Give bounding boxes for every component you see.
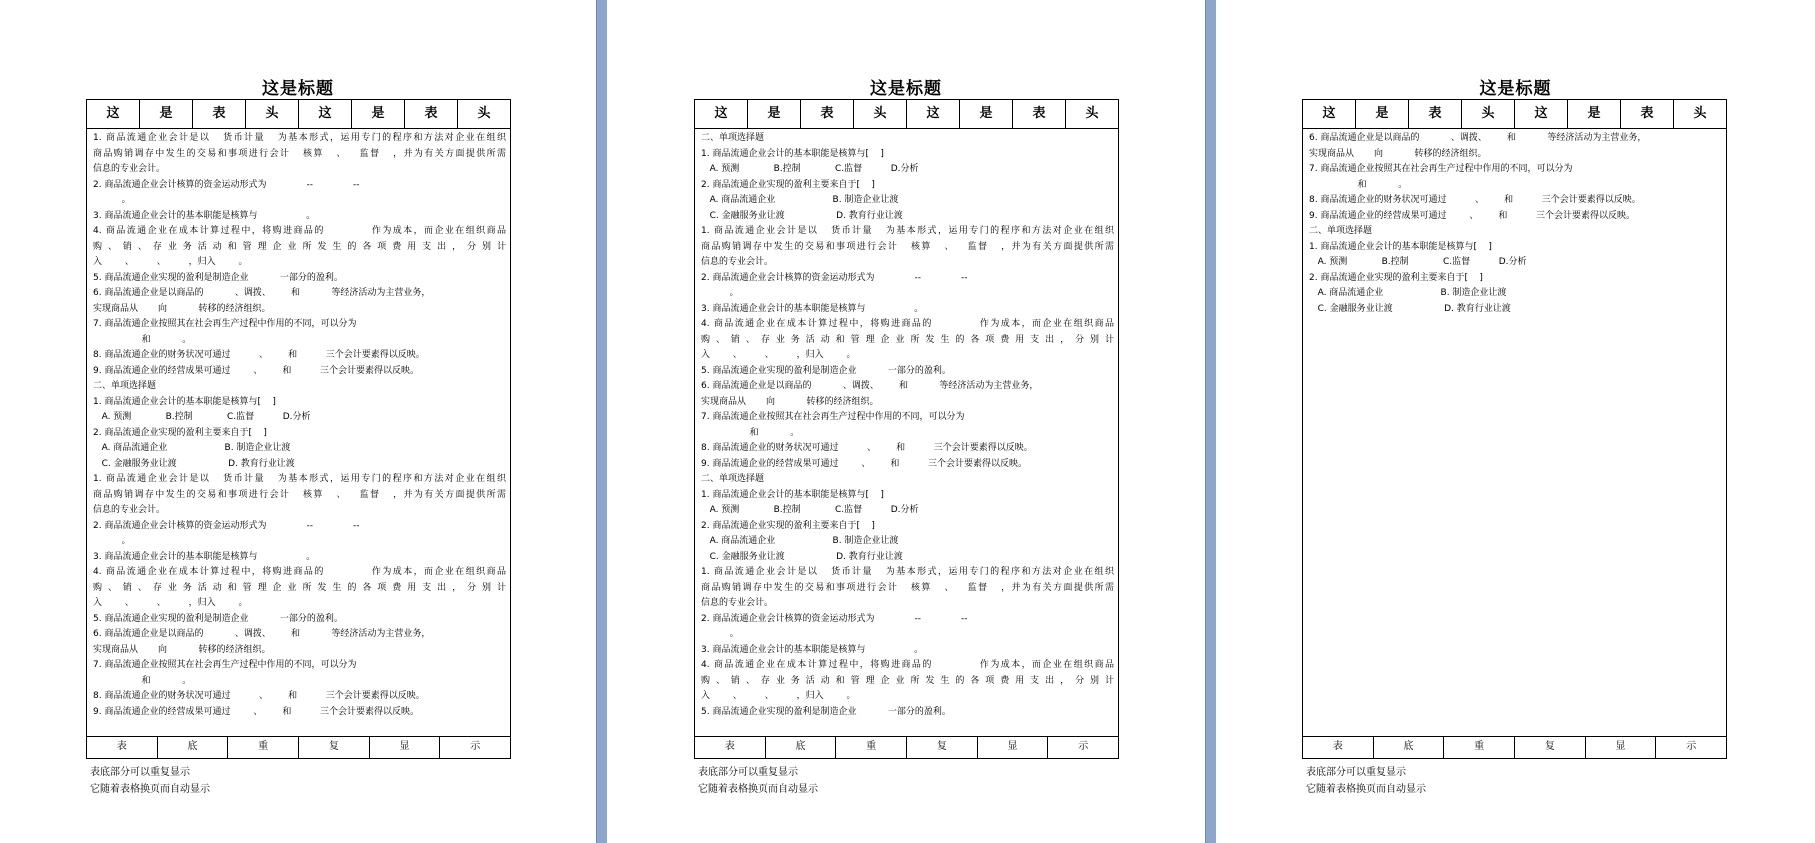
footer-cell: 复 — [907, 737, 978, 758]
footer-note: 它随着表格换页而自动显示 — [1306, 784, 1426, 795]
text-line: 9. 商品流通企业的经营成果可通过 、 和 三个会计要素得以反映。 — [701, 458, 1027, 469]
text-line: 6. 商品流通企业是以商品的 、调拨、 和 等经济活动为主营业务， — [93, 629, 431, 639]
document-page-3 — [1216, 0, 1815, 843]
header-cell: 头 — [1693, 106, 1707, 121]
header-cell: 这 — [907, 100, 960, 128]
text-line: 1. 商品流通企业会计的基本职能是核算与[ ] — [701, 489, 884, 500]
header-cell: 头 — [1085, 106, 1099, 121]
table-header-row — [1303, 100, 1726, 129]
footer-cell: 表 — [87, 737, 158, 758]
text-line: 2. 商品流通企业实现的盈利主要来自于[ ] — [1309, 272, 1483, 283]
footer-cell: 底 — [1374, 737, 1445, 758]
header-cell: 表 — [193, 100, 246, 128]
footer-note: 它随着表格换页而自动显示 — [90, 784, 210, 795]
text-line: 3. 商品流通企业会计的基本职能是核算与 。 — [701, 644, 924, 655]
text-line: 7. 商品流通企业按照其在社会再生产过程中作用的不同，可以分为 — [93, 660, 357, 670]
footer-cell: 重 — [1444, 737, 1515, 758]
text-line: 信息的专业会计。 — [701, 598, 774, 608]
footer-cell: 底 — [766, 737, 837, 758]
table-header-row — [87, 100, 510, 129]
header-cell: 这 — [87, 100, 140, 128]
header-cell: 头 — [1462, 100, 1515, 128]
text-line: 7. 商品流通企业按照其在社会再生产过程中作用的不同，可以分为 — [93, 319, 357, 329]
text-line: 7. 商品流通企业按照其在社会再生产过程中作用的不同，可以分为 — [701, 412, 965, 422]
text-line: C. 金融服务业让渡 D. 教育行业让渡 — [93, 458, 295, 469]
footer-note: 表底部分可以重复显示 — [90, 767, 190, 778]
text-line: 商品购销调存中发生的交易和事项进行会计 核算 、 监督 ，并为有关方面提供所需 — [701, 241, 1114, 252]
footer-cell: 复 — [299, 737, 370, 758]
text-line: 9. 商品流通企业的经营成果可通过 、 和 三个会计要素得以反映。 — [93, 365, 419, 376]
text-line: 购 、 销 、 存 业 务 活 动 和 管 理 企 业 所 发 生 的 各 项 费 用 支 出 ， 分 别 计 — [701, 334, 1114, 345]
header-cell: 头 — [854, 100, 907, 128]
text-line: 二、单项选择题 — [701, 474, 765, 484]
text-line: A. 预测 B.控制 C.监督 D.分析 — [93, 412, 311, 422]
footer-cell: 重 — [836, 737, 907, 758]
text-line: A. 预测 B.控制 C.监督 D.分析 — [701, 505, 919, 515]
footer-note: 表底部分可以重复显示 — [698, 767, 798, 778]
text-line: 3. 商品流通企业会计的基本职能是核算与 。 — [701, 303, 924, 314]
text-line: 信息的专业会计。 — [93, 505, 166, 515]
text-line: 9. 商品流通企业的经营成果可通过 、 和 三个会计要素得以反映。 — [1309, 210, 1635, 221]
text-line: A. 预测 B.控制 C.监督 D.分析 — [1309, 257, 1527, 267]
text-line: 二、单项选择题 — [93, 381, 157, 391]
text-line: 1. 商品流通企业会计的基本职能是核算与[ ] — [93, 396, 276, 407]
text-line: 4. 商品流通企业在成本计算过程中，将购进商品的 作为成本，而企业在组织商品 — [701, 319, 1114, 329]
text-line: 1. 商品流通企业会计的基本职能是核算与[ ] — [1309, 241, 1492, 252]
text-line: 3. 商品流通企业会计的基本职能是核算与 。 — [93, 210, 316, 221]
text-line: 8. 商品流通企业的财务状况可通过 、 和 三个会计要素得以反映。 — [701, 443, 1033, 453]
text-line: A. 预测 B.控制 C.监督 D.分析 — [701, 164, 919, 174]
footer-note: 表底部分可以重复显示 — [1306, 767, 1406, 778]
text-line: 2. 商品流通企业会计核算的资金运动形式为 -- -- — [701, 272, 968, 283]
text-line: 购 、 销 、 存 业 务 活 动 和 管 理 企 业 所 发 生 的 各 项 费 用 支 出 ， 分 别 计 — [93, 241, 506, 252]
text-line: 1. 商品流通企业会计是以 货币计量 为基本形式，运用专门的程序和方法对企业在组织 — [93, 474, 506, 484]
footer-note: 它随着表格换页而自动显示 — [698, 784, 818, 795]
text-line: 购 、 销 、 存 业 务 活 动 和 管 理 企 业 所 发 生 的 各 项 费 用 支 出 ， 分 别 计 — [93, 582, 506, 593]
header-cell: 表 — [1013, 100, 1066, 128]
text-line: 购 、 销 、 存 业 务 活 动 和 管 理 企 业 所 发 生 的 各 项 费 用 支 出 ， 分 别 计 — [701, 675, 1114, 686]
text-line: C. 金融服务业让渡 D. 教育行业让渡 — [1309, 303, 1511, 314]
text-line: 9. 商品流通企业的经营成果可通过 、 和 三个会计要素得以反映。 — [93, 706, 419, 717]
header-cell: 这 — [1515, 100, 1568, 128]
header-cell: 是 — [748, 100, 801, 128]
text-line: 4. 商品流通企业在成本计算过程中，将购进商品的 作为成本，而企业在组织商品 — [701, 660, 1114, 670]
text-line: 商品购销调存中发生的交易和事项进行会计 核算 、 监督 ，并为有关方面提供所需 — [701, 582, 1114, 593]
text-line: A. 商品流通企业 B. 制造企业让渡 — [1309, 288, 1507, 298]
text-line: 和 。 — [93, 334, 192, 345]
page-body-text — [1309, 131, 1722, 317]
text-line: 。 — [93, 536, 131, 546]
text-line: 6. 商品流通企业是以商品的 、调拨、 和 等经济活动为主营业务， — [1309, 133, 1647, 143]
text-line: 5. 商品流通企业实现的盈利是制造企业 一部分的盈利。 — [93, 613, 343, 624]
text-line: 6. 商品流通企业是以商品的 、调拨、 和 等经济活动为主营业务， — [93, 288, 431, 298]
text-line: 2. 商品流通企业会计核算的资金运动形式为 -- -- — [701, 613, 968, 624]
document-page-1 — [0, 0, 596, 843]
footer-cell: 底 — [158, 737, 229, 758]
header-cell: 头 — [246, 100, 299, 128]
text-line: 2. 商品流通企业会计核算的资金运动形式为 -- -- — [93, 520, 360, 531]
page-title: 这是标题 — [870, 79, 942, 99]
text-line: 实现商品从 向 转移的经济组织。 — [1309, 148, 1487, 159]
header-cell: 这 — [1303, 100, 1356, 128]
text-line: 商品购销调存中发生的交易和事项进行会计 核算 、 监督 ，并为有关方面提供所需 — [93, 489, 506, 500]
footer-cell: 显 — [370, 737, 441, 758]
page-body-text — [701, 131, 1114, 720]
content-table — [694, 99, 1119, 759]
text-line: 2. 商品流通企业实现的盈利主要来自于[ ] — [701, 179, 875, 190]
header-cell: 表 — [801, 100, 854, 128]
header-cell: 是 — [1568, 100, 1621, 128]
text-line: C. 金融服务业让渡 D. 教育行业让渡 — [701, 551, 903, 562]
footer-cell: 显 — [1586, 737, 1657, 758]
text-line: 2. 商品流通企业会计核算的资金运动形式为 -- -- — [93, 179, 360, 190]
text-line: 和 。 — [93, 675, 192, 686]
header-cell: 是 — [140, 100, 193, 128]
text-line: 信息的专业会计。 — [701, 257, 774, 267]
footer-cell: 示 — [470, 741, 481, 752]
text-line: 7. 商品流通企业按照其在社会再生产过程中作用的不同，可以分为 — [1309, 164, 1573, 174]
footer-cell: 显 — [978, 737, 1049, 758]
text-line: 8. 商品流通企业的财务状况可通过 、 和 三个会计要素得以反映。 — [93, 350, 425, 360]
text-line: A. 商品流通企业 B. 制造企业让渡 — [93, 443, 291, 453]
footer-cell: 重 — [228, 737, 299, 758]
table-footer-row — [695, 736, 1118, 758]
text-line: 2. 商品流通企业实现的盈利主要来自于[ ] — [701, 520, 875, 531]
page-title: 这是标题 — [1479, 79, 1552, 99]
text-line: 1. 商品流通企业会计是以 货币计量 为基本形式，运用专门的程序和方法对企业在组织 — [701, 567, 1114, 577]
table-footer-row — [1303, 736, 1726, 758]
text-line: 。 — [701, 288, 739, 298]
header-cell: 这 — [299, 100, 352, 128]
header-cell: 表 — [1409, 100, 1462, 128]
text-line: 二、单项选择题 — [1309, 226, 1373, 236]
footer-cell: 复 — [1515, 737, 1586, 758]
text-line: 6. 商品流通企业是以商品的 、调拨、 和 等经济活动为主营业务， — [701, 381, 1039, 391]
text-line: 入 、 、 ，归入 。 — [93, 257, 248, 267]
text-line: 2. 商品流通企业实现的盈利主要来自于[ ] — [93, 427, 267, 438]
text-line: 入 、 、 ，归入 。 — [93, 598, 248, 608]
header-cell: 表 — [405, 100, 458, 128]
content-table — [1302, 99, 1727, 759]
header-cell: 表 — [1621, 100, 1674, 128]
text-line: 入 、 、 ，归入 。 — [701, 691, 856, 701]
text-line: 实现商品从 向 转移的经济组织。 — [93, 644, 271, 655]
text-line: 3. 商品流通企业会计的基本职能是核算与 。 — [93, 551, 316, 562]
footer-cell: 表 — [695, 737, 766, 758]
text-line: 实现商品从 向 转移的经济组织。 — [93, 303, 271, 314]
header-cell: 头 — [477, 106, 491, 121]
table-header-row — [695, 100, 1118, 129]
header-cell: 这 — [695, 100, 748, 128]
text-line: 8. 商品流通企业的财务状况可通过 、 和 三个会计要素得以反映。 — [93, 691, 425, 701]
footer-cell: 表 — [1303, 737, 1374, 758]
text-line: 4. 商品流通企业在成本计算过程中，将购进商品的 作为成本，而企业在组织商品 — [93, 567, 506, 577]
text-line: 5. 商品流通企业实现的盈利是制造企业 一部分的盈利。 — [701, 365, 951, 376]
table-footer-row — [87, 736, 510, 758]
text-line: 1. 商品流通企业会计的基本职能是核算与[ ] — [701, 148, 884, 159]
text-line: 5. 商品流通企业实现的盈利是制造企业 一部分的盈利。 — [93, 272, 343, 283]
text-line: 商品购销调存中发生的交易和事项进行会计 核算 、 监督 ，并为有关方面提供所需 — [93, 148, 506, 159]
header-cell: 是 — [960, 100, 1013, 128]
text-line: 实现商品从 向 转移的经济组织。 — [701, 396, 879, 407]
text-line: 4. 商品流通企业在成本计算过程中，将购进商品的 作为成本，而企业在组织商品 — [93, 226, 506, 236]
text-line: A. 商品流通企业 B. 制造企业让渡 — [701, 195, 899, 205]
text-line: 1. 商品流通企业会计是以 货币计量 为基本形式，运用专门的程序和方法对企业在组织 — [93, 133, 506, 143]
header-cell: 是 — [352, 100, 405, 128]
text-line: C. 金融服务业让渡 D. 教育行业让渡 — [701, 210, 903, 221]
text-line: 二、单项选择题 — [701, 133, 765, 143]
text-line: 。 — [701, 629, 739, 639]
page-title: 这是标题 — [262, 79, 334, 99]
text-line: 。 — [93, 195, 131, 205]
text-line: 1. 商品流通企业会计是以 货币计量 为基本形式，运用专门的程序和方法对企业在组织 — [701, 226, 1114, 236]
header-cell: 是 — [1356, 100, 1409, 128]
page-body-text — [93, 131, 506, 720]
text-line: 8. 商品流通企业的财务状况可通过 、 和 三个会计要素得以反映。 — [1309, 195, 1641, 205]
text-line: A. 商品流通企业 B. 制造企业让渡 — [701, 536, 899, 546]
text-line: 信息的专业会计。 — [93, 164, 166, 174]
text-line: 5. 商品流通企业实现的盈利是制造企业 一部分的盈利。 — [701, 706, 951, 717]
text-line: 和 。 — [701, 427, 800, 438]
text-line: 入 、 、 ，归入 。 — [701, 350, 856, 360]
document-page-2 — [607, 0, 1205, 843]
text-line: 和 。 — [1309, 179, 1408, 190]
content-table — [86, 99, 511, 759]
footer-cell: 示 — [1078, 741, 1089, 752]
footer-cell: 示 — [1686, 741, 1697, 752]
